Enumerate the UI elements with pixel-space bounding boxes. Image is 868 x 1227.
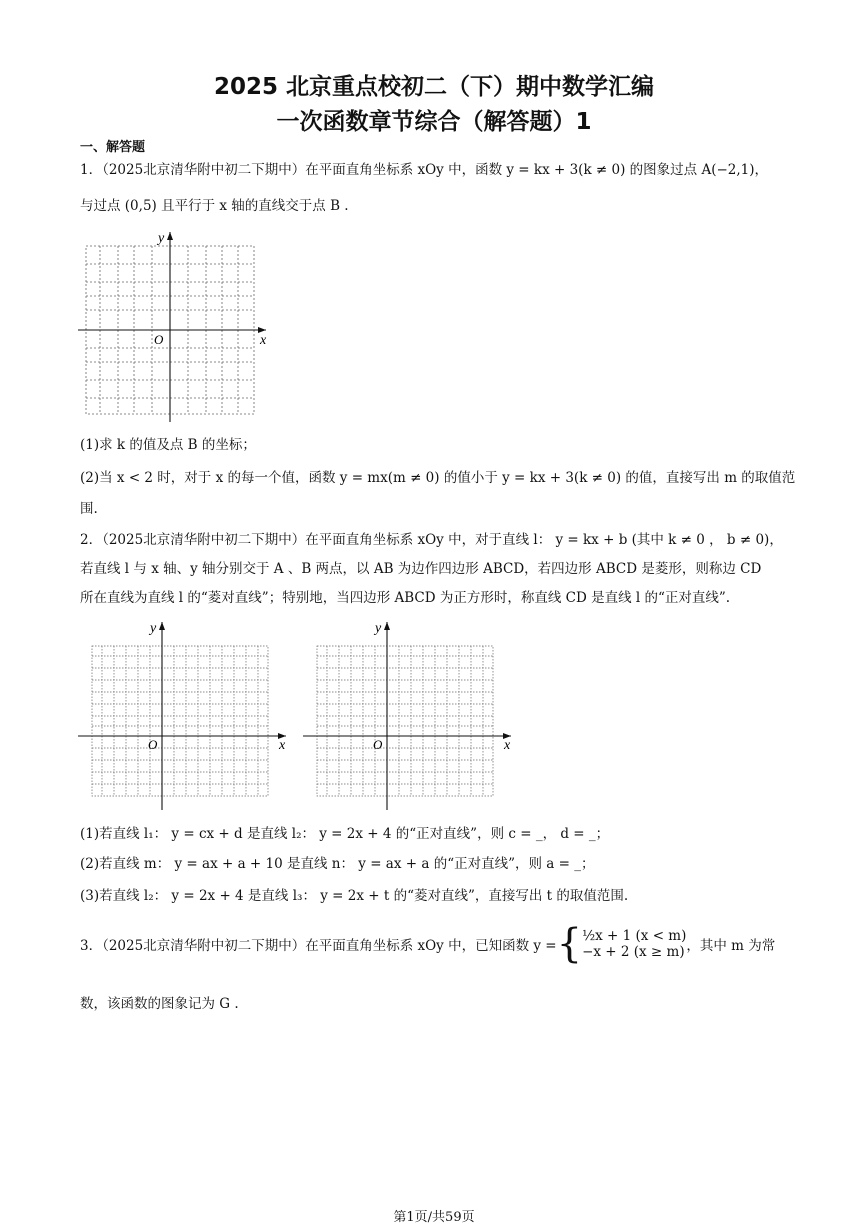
q2-part3: (3)若直线 l₂： y = 2x + 4 是直线 l₃： y = 2x + t 的“菱对直线”，直接写出 t 的取值范围. <box>80 888 629 904</box>
q3-brace: { <box>556 921 583 967</box>
q1-line1: 1．（2025北京清华附中初二下期中）在平面直角坐标系 xOy 中，函数 y = kx + 3(k ≠ 0) 的图象过点 A(−2,1)， <box>80 162 769 178</box>
q1-part1: (1)求 k 的值及点 B 的坐标； <box>80 437 256 453</box>
q2-line3: 所在直线为直线 l 的“菱对直线”；特别地，当四边形 ABCD 为正方形时，称直线 CD 是直线 l 的“正对直线”. <box>80 590 731 606</box>
q2-part2: (2)若直线 m： y = ax + a + 10 是直线 n： y = ax + a 的“正对直线”，则 a = _； <box>80 856 595 872</box>
q2-coordinate-grid-left <box>78 618 293 813</box>
q2-line1: 2．（2025北京清华附中初二下期中）在平面直角坐标系 xOy 中，对于直线 l： y = kx + b (其中 k ≠ 0 ， b ≠ 0)， <box>80 532 783 548</box>
section-heading: 一、解答题 <box>80 140 146 155</box>
q2b-x-label: x <box>504 738 511 753</box>
q2a-origin-label: O <box>148 737 158 752</box>
q2-line2: 若直线 l 与 x 轴、y 轴分别交于 A 、B 两点，以 AB 为边作四边形 ABCD，若四边形 ABCD 是菱形，则称边 CD <box>80 561 762 577</box>
q3-line2: 数，该函数的图象记为 G . <box>80 996 239 1012</box>
q1-coordinate-grid <box>78 228 278 428</box>
q3-case2: −x + 2 (x ≥ m) <box>582 944 685 960</box>
q3-case1: ½x + 1 (x < m) <box>582 928 687 944</box>
q2-coordinate-grid-right <box>303 618 518 813</box>
q3-piecewise <box>582 928 686 960</box>
page-title-line1: 2025 北京重点校初二（下）期中数学汇编 <box>213 74 655 100</box>
q1-part2-cont: 围. <box>80 501 98 517</box>
q3-suffix: ，其中 m 为常 <box>686 938 776 954</box>
q2b-y-label: y <box>375 621 382 636</box>
q1-line2: 与过点 (0,5) 且平行于 x 轴的直线交于点 B . <box>80 198 349 214</box>
q1-origin-label: O <box>154 332 164 347</box>
q3-prefix: 3．（2025北京清华附中初二下期中）在平面直角坐标系 xOy 中，已知函数 y = <box>80 938 557 954</box>
page-title-line2: 一次函数章节综合（解答题）1 <box>276 109 592 135</box>
q1-y-label: y <box>158 231 165 246</box>
q3-line1 <box>80 921 776 967</box>
q2b-origin-label: O <box>373 737 383 752</box>
q2a-y-label: y <box>150 621 157 636</box>
page-footer: 第1页/共59页 <box>393 1210 475 1225</box>
q1-x-label: x <box>260 333 267 348</box>
q1-part2: (2)当 x < 2 时，对于 x 的每一个值，函数 y = mx(m ≠ 0) 的值小于 y = kx + 3(k ≠ 0) 的值，直接写出 m 的取值范 <box>80 470 796 486</box>
q2-part1: (1)若直线 l₁： y = cx + d 是直线 l₂： y = 2x + 4 的“正对直线”，则 c = _， d = _； <box>80 826 610 842</box>
q2a-x-label: x <box>279 738 286 753</box>
